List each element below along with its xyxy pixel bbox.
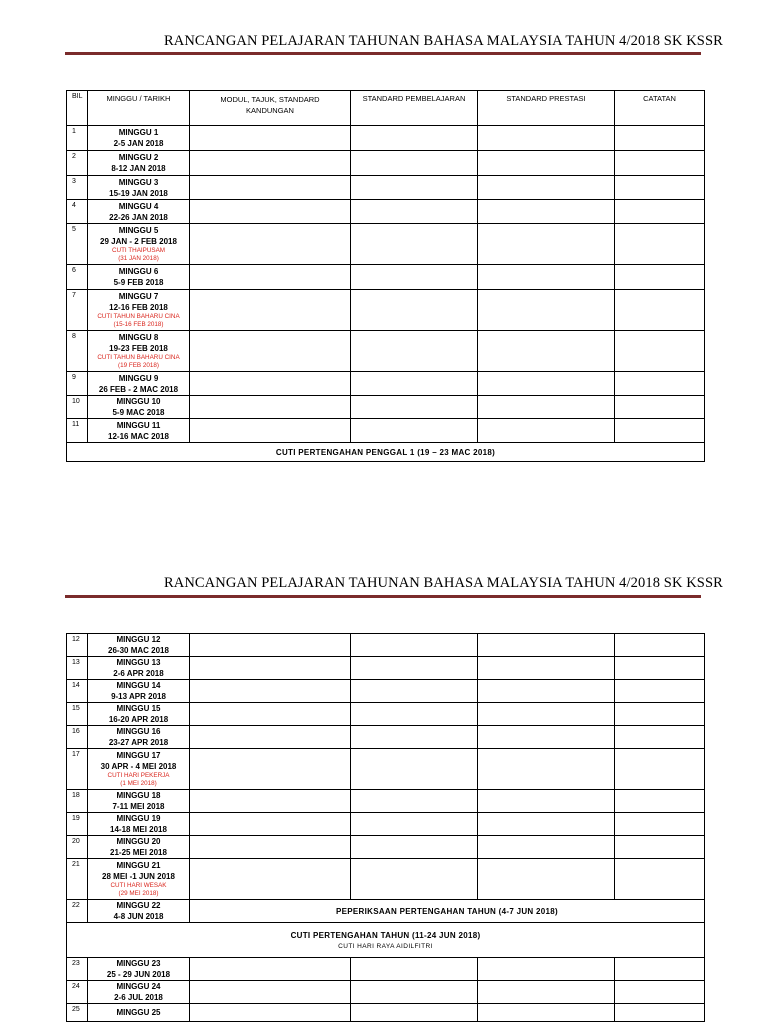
- bil-cell: 24: [67, 981, 88, 1004]
- prestasi-cell[interactable]: [478, 958, 615, 981]
- week-date: 23-27 APR 2018: [108, 738, 169, 747]
- pembelajaran-cell[interactable]: [351, 396, 478, 419]
- pembelajaran-cell[interactable]: [351, 126, 478, 151]
- week-date: 22-26 JAN 2018: [109, 212, 168, 222]
- week-row-15: [67, 703, 705, 726]
- bil-cell: 11: [67, 419, 88, 443]
- pembelajaran-cell[interactable]: [351, 331, 478, 372]
- pembelajaran-cell[interactable]: [351, 726, 478, 749]
- week-cell: [88, 680, 190, 703]
- week-row-12: [67, 634, 705, 657]
- week-cell: [88, 726, 190, 749]
- catatan-cell[interactable]: [615, 657, 705, 680]
- pembelajaran-cell[interactable]: [351, 790, 478, 813]
- catatan-cell[interactable]: [615, 372, 705, 396]
- pembelajaran-cell[interactable]: [351, 703, 478, 726]
- week-date: 25 - 29 JUN 2018: [106, 970, 171, 979]
- catatan-cell[interactable]: [615, 200, 705, 224]
- week-row-4: [67, 200, 705, 224]
- week-date: 16-20 APR 2018: [108, 715, 169, 724]
- week-row-23: [67, 958, 705, 981]
- week-row-21: [67, 859, 705, 900]
- week-row-10: [67, 396, 705, 419]
- week-date: 2-6 JUL 2018: [114, 993, 163, 1002]
- week-cell: [88, 703, 190, 726]
- bil-cell: 10: [67, 396, 88, 419]
- week-row-18: [67, 790, 705, 813]
- prestasi-cell[interactable]: [478, 372, 615, 396]
- week-row-13: [67, 657, 705, 680]
- header-minggu-tarikh: MINGGU / TARIKH: [88, 91, 190, 126]
- holiday-date: (15-16 FEB 2018): [113, 321, 164, 328]
- week-date: 9-13 APR 2018: [111, 692, 166, 701]
- catatan-cell[interactable]: [615, 790, 705, 813]
- week-cell: [88, 836, 190, 859]
- catatan-cell[interactable]: [615, 396, 705, 419]
- prestasi-cell[interactable]: [478, 151, 615, 176]
- week-label: MINGGU 6: [118, 267, 159, 276]
- catatan-cell[interactable]: [615, 680, 705, 703]
- week-cell: [88, 396, 190, 419]
- cuti-raya-label: CUTI HARI RAYA AIDILFITRI: [338, 942, 433, 950]
- week-cell: [88, 657, 190, 680]
- bil-cell: 8: [67, 331, 88, 372]
- week-label: MINGGU 3: [118, 177, 159, 187]
- week-label: MINGGU 18: [116, 791, 161, 800]
- catatan-cell[interactable]: [615, 1004, 705, 1022]
- modul-cell[interactable]: [190, 703, 351, 726]
- week-row-7: [67, 290, 705, 331]
- bil-cell: 21: [67, 859, 88, 900]
- pembelajaran-cell[interactable]: [351, 224, 478, 265]
- prestasi-cell[interactable]: [478, 126, 615, 151]
- pembelajaran-cell[interactable]: [351, 419, 478, 443]
- week-label: MINGGU 20: [116, 837, 161, 846]
- week-label: MINGGU 11: [116, 420, 161, 430]
- week-label: MINGGU 24: [116, 982, 161, 991]
- week-label: MINGGU 17: [116, 751, 161, 760]
- holiday-date: (19 FEB 2018): [118, 362, 159, 369]
- modul-cell[interactable]: [190, 859, 351, 900]
- week-row-6: [67, 265, 705, 290]
- week-row-3: [67, 176, 705, 200]
- week-cell: [88, 331, 190, 372]
- week-cell: [88, 1004, 190, 1022]
- modul-cell[interactable]: [190, 224, 351, 265]
- bil-cell: 13: [67, 657, 88, 680]
- week-label: MINGGU 8: [118, 333, 159, 342]
- week-label: MINGGU 5: [118, 226, 159, 235]
- week-date: 30 APR - 4 MEI 2018: [100, 762, 177, 771]
- week-cell: [88, 981, 190, 1004]
- pembelajaran-cell[interactable]: [351, 265, 478, 290]
- week-label: MINGGU 12: [116, 635, 161, 644]
- modul-cell[interactable]: [190, 396, 351, 419]
- bil-cell: 7: [67, 290, 88, 331]
- header-bil: BIL: [67, 91, 88, 126]
- week-label: MINGGU 14: [116, 681, 161, 690]
- week-row-24: [67, 981, 705, 1004]
- week-row-11: [67, 419, 705, 443]
- week-label: MINGGU 21: [116, 861, 161, 870]
- pembelajaran-cell[interactable]: [351, 657, 478, 680]
- week-date: 19-23 FEB 2018: [109, 344, 168, 353]
- holiday-date: (29 MEI 2018): [118, 890, 159, 897]
- week-row-1: [67, 126, 705, 151]
- modul-cell[interactable]: [190, 981, 351, 1004]
- week-cell: [88, 265, 190, 290]
- week-label: MINGGU 25: [116, 1008, 161, 1017]
- pembelajaran-cell[interactable]: [351, 749, 478, 790]
- week-cell: [88, 290, 190, 331]
- week-label: MINGGU 10: [116, 397, 161, 406]
- prestasi-cell[interactable]: [478, 726, 615, 749]
- pembelajaran-cell[interactable]: [351, 981, 478, 1004]
- catatan-cell[interactable]: [615, 749, 705, 790]
- prestasi-cell[interactable]: [478, 680, 615, 703]
- bil-cell: 19: [67, 813, 88, 836]
- week-date: 21-25 MEI 2018: [110, 848, 167, 857]
- modul-cell[interactable]: [190, 634, 351, 657]
- prestasi-cell[interactable]: [478, 749, 615, 790]
- catatan-cell[interactable]: [615, 151, 705, 176]
- bil-cell: 12: [67, 634, 88, 657]
- prestasi-cell[interactable]: [478, 419, 615, 443]
- prestasi-cell[interactable]: [478, 396, 615, 419]
- modul-cell[interactable]: [190, 176, 351, 200]
- header-modul: MODUL, TAJUK, STANDARD KANDUNGAN: [190, 91, 351, 126]
- week-date: 7-11 MEI 2018: [112, 802, 165, 811]
- prestasi-cell[interactable]: [478, 657, 615, 680]
- week-row-22: [67, 900, 705, 923]
- modul-cell[interactable]: [190, 265, 351, 290]
- catatan-cell[interactable]: [615, 331, 705, 372]
- title-rule-2: [65, 595, 701, 598]
- prestasi-cell[interactable]: [478, 224, 615, 265]
- cuti-pertengahan-title: CUTI PERTENGAHAN TAHUN (11-24 JUN 2018): [290, 930, 481, 940]
- modul-cell[interactable]: [190, 151, 351, 176]
- prestasi-cell[interactable]: [478, 200, 615, 224]
- week-row-5: [67, 224, 705, 265]
- week-row-8: [67, 331, 705, 372]
- bil-cell: 9: [67, 372, 88, 396]
- modul-cell[interactable]: [190, 680, 351, 703]
- pembelajaran-cell[interactable]: [351, 859, 478, 900]
- pembelajaran-cell[interactable]: [351, 958, 478, 981]
- catatan-cell[interactable]: [615, 859, 705, 900]
- week-cell: [88, 200, 190, 224]
- week-cell: [88, 859, 190, 900]
- pembelajaran-cell[interactable]: [351, 151, 478, 176]
- modul-cell[interactable]: [190, 726, 351, 749]
- week-row-19: [67, 813, 705, 836]
- catatan-cell[interactable]: [615, 703, 705, 726]
- bil-cell: 2: [67, 151, 88, 176]
- bil-cell: 5: [67, 224, 88, 265]
- prestasi-cell[interactable]: [478, 290, 615, 331]
- catatan-cell[interactable]: [615, 836, 705, 859]
- pembelajaran-cell[interactable]: [351, 176, 478, 200]
- header-catatan: CATATAN: [615, 91, 705, 126]
- prestasi-cell[interactable]: [478, 176, 615, 200]
- bil-cell: 1: [67, 126, 88, 151]
- prestasi-cell[interactable]: [478, 790, 615, 813]
- modul-cell[interactable]: [190, 331, 351, 372]
- prestasi-cell[interactable]: [478, 634, 615, 657]
- bil-cell: 22: [67, 900, 88, 923]
- holiday-date: (31 JAN 2018): [118, 255, 159, 262]
- week-row-16: [67, 726, 705, 749]
- week-cell: [88, 634, 190, 657]
- modul-cell[interactable]: [190, 419, 351, 443]
- pembelajaran-cell[interactable]: [351, 372, 478, 396]
- week-cell: [88, 958, 190, 981]
- modul-cell[interactable]: [190, 290, 351, 331]
- catatan-cell[interactable]: [615, 126, 705, 151]
- schedule-table-2: [66, 633, 705, 1022]
- week-row-25: [67, 1004, 705, 1022]
- week-date: 26-30 MAC 2018: [108, 646, 169, 655]
- header-row: [67, 91, 705, 126]
- week-label: MINGGU 9: [118, 373, 159, 383]
- week-cell: MINGGU 22 4-8 JUN 2018: [88, 900, 190, 923]
- week-label: MINGGU 15: [116, 704, 161, 713]
- catatan-cell[interactable]: [615, 634, 705, 657]
- week-cell: [88, 419, 190, 443]
- holiday-label: CUTI TAHUN BAHARU CINA: [97, 313, 180, 320]
- title-rule: [65, 52, 701, 55]
- bil-cell: 4: [67, 200, 88, 224]
- week-label: MINGGU 1: [118, 128, 159, 137]
- modul-cell[interactable]: [190, 657, 351, 680]
- holiday-label: CUTI HARI PEKERJA: [107, 772, 170, 779]
- cuti-penggal-banner: CUTI PERTENGAHAN PENGGAL 1 (19 – 23 MAC 2018): [67, 443, 705, 462]
- catatan-cell[interactable]: [615, 958, 705, 981]
- week-cell: [88, 813, 190, 836]
- exam-banner: PEPERIKSAAN PERTENGAHAN TAHUN (4-7 JUN 2018): [190, 900, 705, 923]
- catatan-cell[interactable]: [615, 981, 705, 1004]
- week-label: MINGGU 4: [118, 201, 159, 211]
- catatan-cell[interactable]: [615, 290, 705, 331]
- prestasi-cell[interactable]: [478, 1004, 615, 1022]
- page-title: RANCANGAN PELAJARAN TAHUNAN BAHASA MALAYSIA TAHUN 4/2018 SK KSSR: [164, 33, 723, 49]
- bil-cell: 20: [67, 836, 88, 859]
- catatan-cell[interactable]: [615, 224, 705, 265]
- catatan-cell[interactable]: [615, 176, 705, 200]
- week-row-20: [67, 836, 705, 859]
- holiday-label: CUTI THAIPUSAM: [111, 247, 166, 254]
- modul-cell[interactable]: [190, 749, 351, 790]
- prestasi-cell[interactable]: [478, 265, 615, 290]
- week-date: 15-19 JAN 2018: [109, 188, 168, 198]
- week-label: MINGGU 23: [116, 959, 161, 968]
- modul-cell[interactable]: [190, 790, 351, 813]
- week-date: 29 JAN - 2 FEB 2018: [100, 237, 177, 246]
- week-row-17: [67, 749, 705, 790]
- week-label: MINGGU 19: [116, 814, 161, 823]
- week-label: MINGGU 2: [118, 153, 159, 162]
- cuti-pertengahan-banner: [67, 923, 705, 958]
- week-cell: [88, 749, 190, 790]
- prestasi-cell[interactable]: [478, 981, 615, 1004]
- week-cell: [88, 176, 190, 200]
- prestasi-cell[interactable]: [478, 836, 615, 859]
- pembelajaran-cell[interactable]: [351, 1004, 478, 1022]
- prestasi-cell[interactable]: [478, 331, 615, 372]
- pembelajaran-cell[interactable]: [351, 813, 478, 836]
- bil-cell: 23: [67, 958, 88, 981]
- bil-cell: 3: [67, 176, 88, 200]
- week-date: 14-18 MEI 2018: [110, 825, 167, 834]
- week-date: 5-9 FEB 2018: [113, 278, 164, 287]
- pembelajaran-cell[interactable]: [351, 200, 478, 224]
- week-date: 26 FEB - 2 MAC 2018: [98, 384, 179, 394]
- holiday-label: CUTI HARI WESAK: [110, 882, 167, 889]
- bil-cell: 14: [67, 680, 88, 703]
- week-row-9: [67, 372, 705, 396]
- pembelajaran-cell[interactable]: [351, 634, 478, 657]
- modul-cell[interactable]: [190, 1004, 351, 1022]
- bil-cell: 6: [67, 265, 88, 290]
- week-row-14: [67, 680, 705, 703]
- week-cell: [88, 126, 190, 151]
- bil-cell: 25: [67, 1004, 88, 1022]
- header-standard-prestasi: STANDARD PRESTASI: [478, 91, 615, 126]
- week-cell: [88, 224, 190, 265]
- modul-cell[interactable]: [190, 372, 351, 396]
- week-date: 2-5 JAN 2018: [113, 139, 164, 148]
- modul-cell[interactable]: [190, 126, 351, 151]
- modul-cell[interactable]: [190, 958, 351, 981]
- holiday-label: CUTI TAHUN BAHARU CINA: [97, 354, 180, 361]
- catatan-cell[interactable]: [615, 726, 705, 749]
- catatan-cell[interactable]: [615, 265, 705, 290]
- week-cell: [88, 790, 190, 813]
- pembelajaran-cell[interactable]: [351, 680, 478, 703]
- week-date: 8-12 JAN 2018: [111, 164, 166, 173]
- header-standard-pembelajaran: STANDARD PEMBELAJARAN: [351, 91, 478, 126]
- week-date: 5-9 MAC 2018: [112, 408, 165, 417]
- week-row-2: [67, 151, 705, 176]
- prestasi-cell[interactable]: [478, 703, 615, 726]
- week-date: 12-16 MAC 2018: [108, 431, 169, 441]
- modul-cell[interactable]: [190, 200, 351, 224]
- bil-cell: 16: [67, 726, 88, 749]
- catatan-cell[interactable]: [615, 813, 705, 836]
- page-title-2: RANCANGAN PELAJARAN TAHUNAN BAHASA MALAYSIA TAHUN 4/2018 SK KSSR: [164, 575, 723, 591]
- week-label: MINGGU 7: [118, 292, 159, 301]
- week-label: MINGGU 13: [116, 658, 161, 667]
- week-cell: [88, 372, 190, 396]
- bil-cell: 17: [67, 749, 88, 790]
- bil-cell: 18: [67, 790, 88, 813]
- pembelajaran-cell[interactable]: [351, 290, 478, 331]
- bil-cell: 15: [67, 703, 88, 726]
- prestasi-cell[interactable]: [478, 859, 615, 900]
- modul-cell[interactable]: [190, 836, 351, 859]
- week-date: 12-16 FEB 2018: [109, 303, 168, 312]
- pembelajaran-cell[interactable]: [351, 836, 478, 859]
- catatan-cell[interactable]: [615, 419, 705, 443]
- holiday-date: (1 MEI 2018): [120, 780, 157, 787]
- week-label: MINGGU 16: [116, 727, 161, 736]
- week-date: 28 MEI -1 JUN 2018: [102, 872, 175, 881]
- schedule-table-1: [66, 90, 705, 462]
- modul-cell[interactable]: [190, 813, 351, 836]
- prestasi-cell[interactable]: [478, 813, 615, 836]
- week-date: 2-6 APR 2018: [113, 669, 164, 678]
- week-cell: [88, 151, 190, 176]
